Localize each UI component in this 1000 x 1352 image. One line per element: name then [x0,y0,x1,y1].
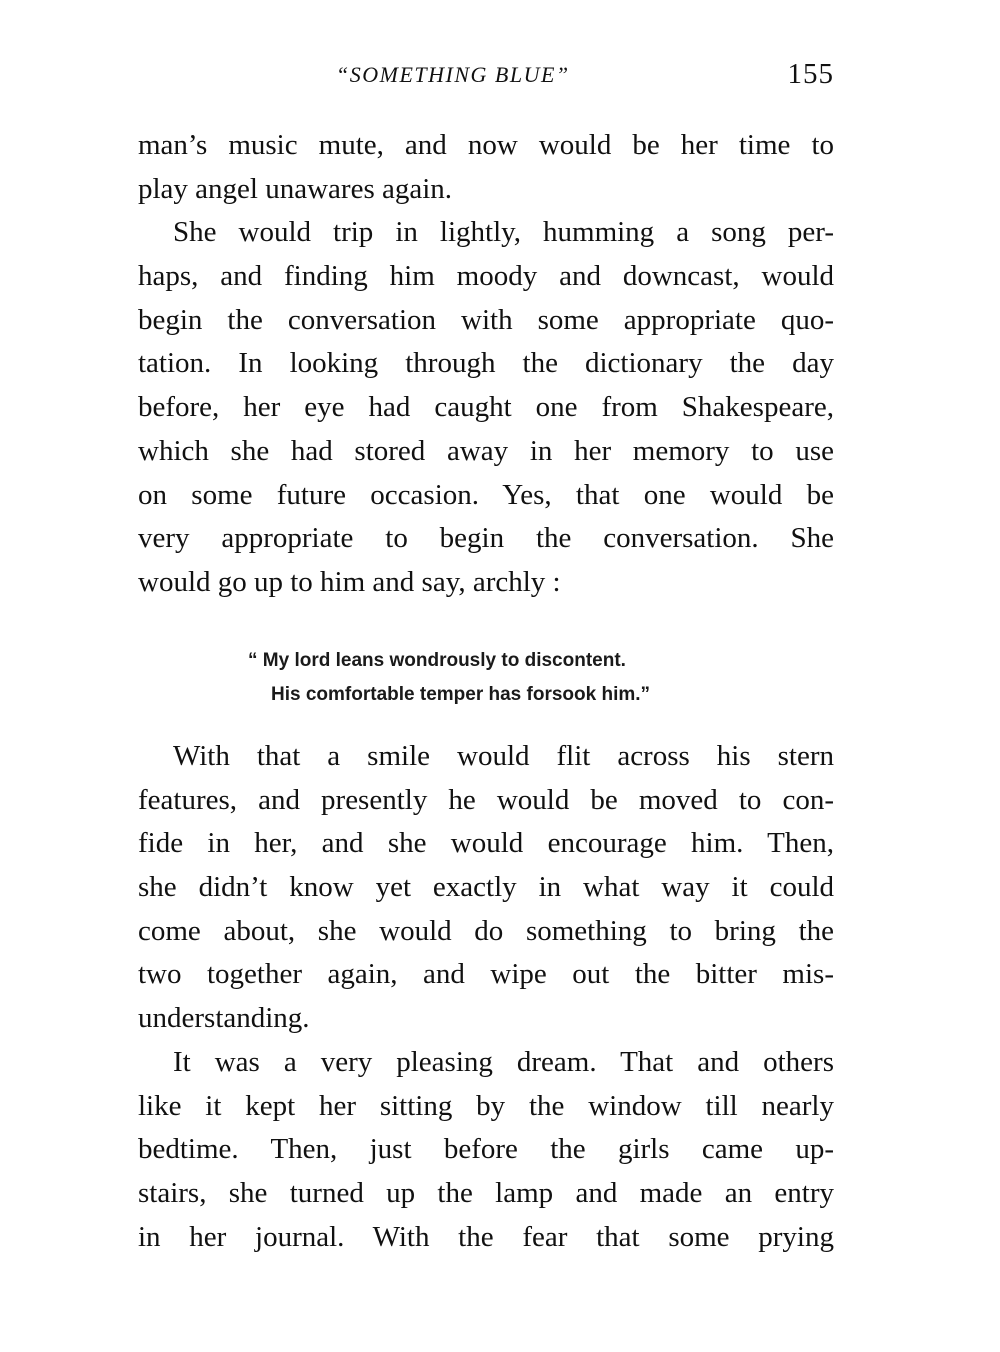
text-line: stairs, she turned up the lamp and made an entry [138,1176,834,1209]
text-line: play angel unawares again. [138,172,453,205]
text-line: in her journal. With the fear that some prying [138,1220,834,1253]
text-line: which she had stored away in her memory to use [138,434,834,467]
text-line: before, her eye had caught one from Shakespeare, [138,391,834,424]
text-line: She would trip in lightly, humming a song per- [173,216,834,249]
text-line: come about, she would do something to bring the [138,914,834,947]
text-line: she didn’t know yet exactly in what way it could [138,871,834,904]
text-line: bedtime. Then, just before the girls came up- [138,1133,834,1166]
text-line: would go up to him and say, archly : [138,565,561,598]
paragraph-continued [138,124,834,605]
paragraph [138,735,834,1259]
block-quote [248,644,650,712]
text-line: on some future occasion. Yes, that one would be [138,478,834,511]
text-line: fide in her, and she would encourage him. Then, [138,827,834,860]
text-line: haps, and finding him moody and downcast, would [138,260,834,293]
quote-line: “ My lord leans wondrously to discontent. [248,650,626,671]
text-line: It was a very pleasing dream. That and others [173,1045,834,1078]
text-line: very appropriate to begin the conversation. She [138,522,834,555]
text-line: features, and presently he would be moved to con- [138,783,834,816]
text-line: man’s music mute, and now would be her time to [138,129,834,161]
quote-line: His comfortable temper has forsook him.” [271,684,651,705]
text-line: two together again, and wipe out the bitter mis- [138,958,834,991]
text-line: understanding. [138,1002,310,1035]
running-header [140,58,834,98]
text-line: like it kept her sitting by the window till nearly [138,1089,834,1122]
text-line: begin the conversation with some appropriate quo- [138,303,834,336]
page-number: 155 [787,58,834,90]
text-line: tation. In looking through the dictionary the day [138,347,834,380]
running-title: “SOMETHING BLUE” [336,62,570,87]
text-line: With that a smile would flit across his stern [173,740,834,772]
